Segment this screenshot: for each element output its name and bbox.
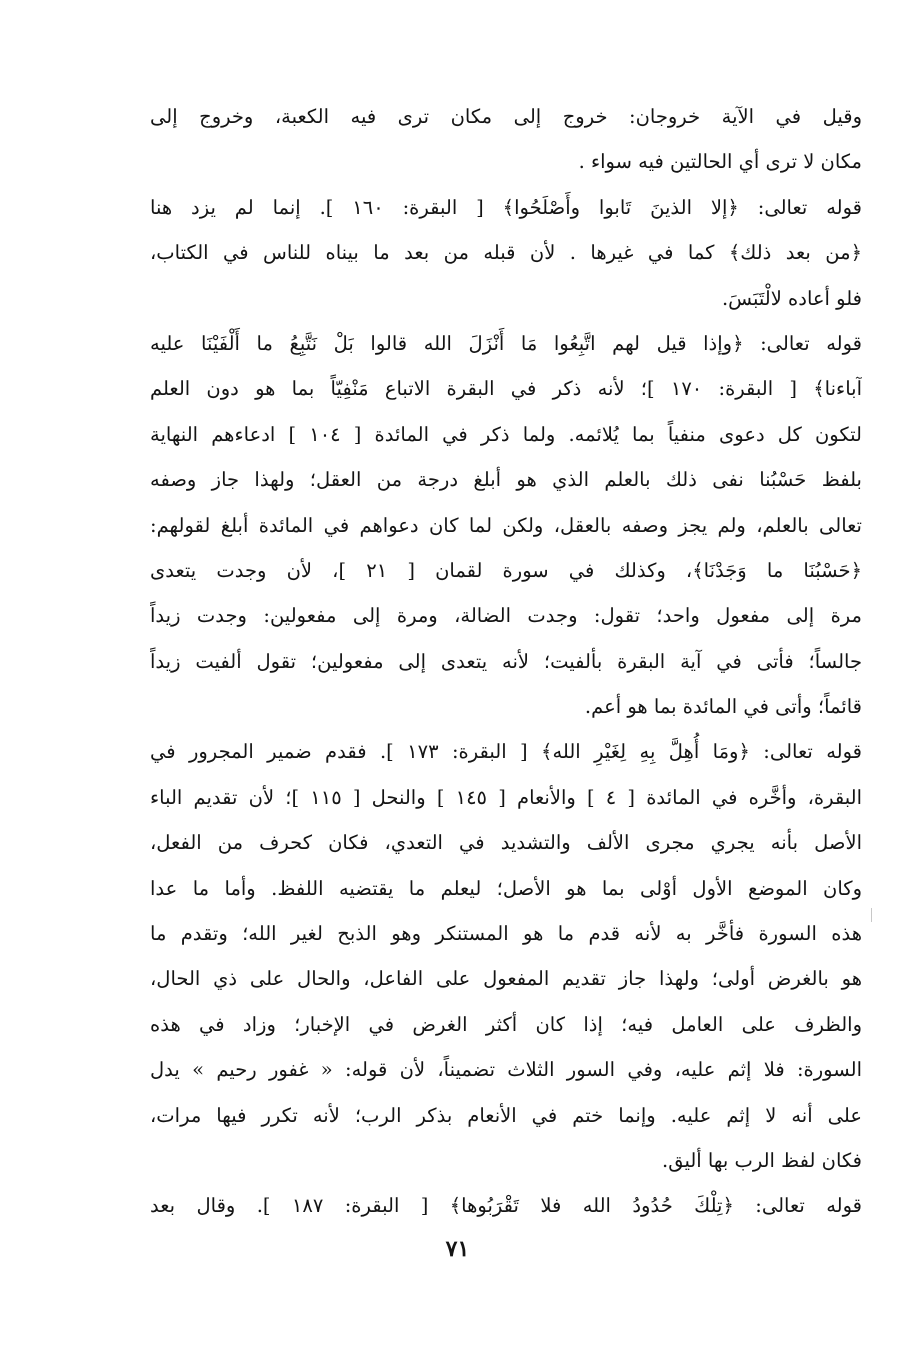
text-line: قائماً؛ وأتى في المائدة بما هو أعم. (584, 695, 862, 719)
text-line: قوله تعالى: ﴿إلا الذينَ تَابوا وأَصْلَحُوا﴾ [ البقرة: ١٦٠ ]. إنما لم يزد هنا (150, 195, 862, 219)
text-line: وكان الموضع الأول أوْلى بما هو الأصل؛ ليعلم ما يقتضيه اللفظ. وأما ما عدا (150, 876, 862, 900)
text-line: قوله تعالى: ﴿ومَا أُهِلَّ بِهِ لِغَيْرِ الله﴾ [ البقرة: ١٧٣ ]. فقدم ضمير المجرور في (150, 740, 862, 764)
text-line: هذه السورة فأخَّر به لأنه قدم ما هو المستنكر وهو الذبح لغير الله؛ وتقدم ما (150, 922, 862, 946)
text-line: مكان لا ترى أي الحالتين فيه سواء . (578, 150, 862, 174)
text-line: والظرف على العامل فيه؛ إذا كان أكثر الغرض في الإخبار؛ وزاد في هذه (150, 1012, 862, 1036)
text-line: هو بالغرض أولى؛ ولهذا جاز تقديم المفعول على الفاعل، والحال على ذي الحال، (150, 967, 862, 991)
text-line: قوله تعالى: ﴿تِلْكَ حُدُودُ الله فلا تَقْرَبُوها﴾ [ البقرة: ١٨٧ ]. وقال بعد (150, 1194, 862, 1218)
text-line: لتكون كل دعوى منفياً بما يُلائمه. ولما ذكر في المائدة [ ١٠٤ ] ادعاءهم النهاية (150, 422, 862, 446)
text-line: الأصل بأنه يجري مجرى الألف والتشديد في التعدي، فكان كحرف من الفعل، (150, 831, 862, 855)
text-line: آباءنا﴾ [ البقرة: ١٧٠ ]؛ لأنه ذكر في البقرة الاتباع مَنْفِيّاً بما هو دون العلم (150, 377, 862, 401)
text-line: بلفظ حَسْبُنا نفى ذلك بالعلم الذي هو أبلغ درجة من العقل؛ ولهذا جاز وصفه (150, 468, 862, 492)
body-text (150, 94, 862, 1229)
text-line: على أنه لا إثم عليه. وإنما ختم في الأنعام بذكر الرب؛ لأنه تكرر فيها مرات، (150, 1103, 862, 1127)
text-line: مرة إلى مفعول واحد؛ تقول: وجدت الضالة، ومرة إلى مفعولين: وجدت زيداً (150, 604, 862, 628)
scan-mark (871, 908, 872, 922)
page-number: ٧١ (445, 1236, 470, 1262)
text-line: قوله تعالى: ﴿وإذا قيل لهم اتَّبِعُوا مَا أَنْزَلَ الله قالوا بَلْ نَتَّبِعُ ما أَلْفَيْنَا عليه (150, 331, 862, 355)
text-line: فلو أعاده لالْتَبَسَ. (721, 286, 862, 310)
text-line: جالساً؛ فأتى في آية البقرة بألفيت؛ لأنه يتعدى إلى مفعولين؛ تقول ألفيت زيداً (150, 649, 862, 673)
text-line: البقرة، وأخَّره في المائدة [ ٤ ] والأنعام [ ١٤٥ ] والنحل [ ١١٥ ]؛ لأن تقديم الباء (150, 785, 862, 809)
text-line: السورة: فلا إثم عليه، وفي السور الثلاث تضميناً، لأن قوله: « غفور رحيم » يدل (150, 1058, 862, 1082)
text-line: ﴿من بعد ذلك﴾ كما في غيرها . لأن قبله من بعد ما بيناه للناس في الكتاب، (150, 241, 862, 265)
text-line: تعالى بالعلم، ولم يجز وصفه بالعقل، ولكن لما كان دعواهم في المائدة أبلغ لقولهم: (150, 513, 862, 537)
text-line: ﴿حَسْبُنَا ما وَجَدْنَا﴾، وكذلك في سورة لقمان [ ٢١ ]، لأن وجدت يتعدى (150, 558, 862, 582)
text-line: وقيل في الآية خروجان: خروج إلى مكان ترى فيه الكعبة، وخروج إلى (150, 105, 862, 128)
text-line: فكان لفظ الرب بها أليق. (662, 1148, 862, 1172)
